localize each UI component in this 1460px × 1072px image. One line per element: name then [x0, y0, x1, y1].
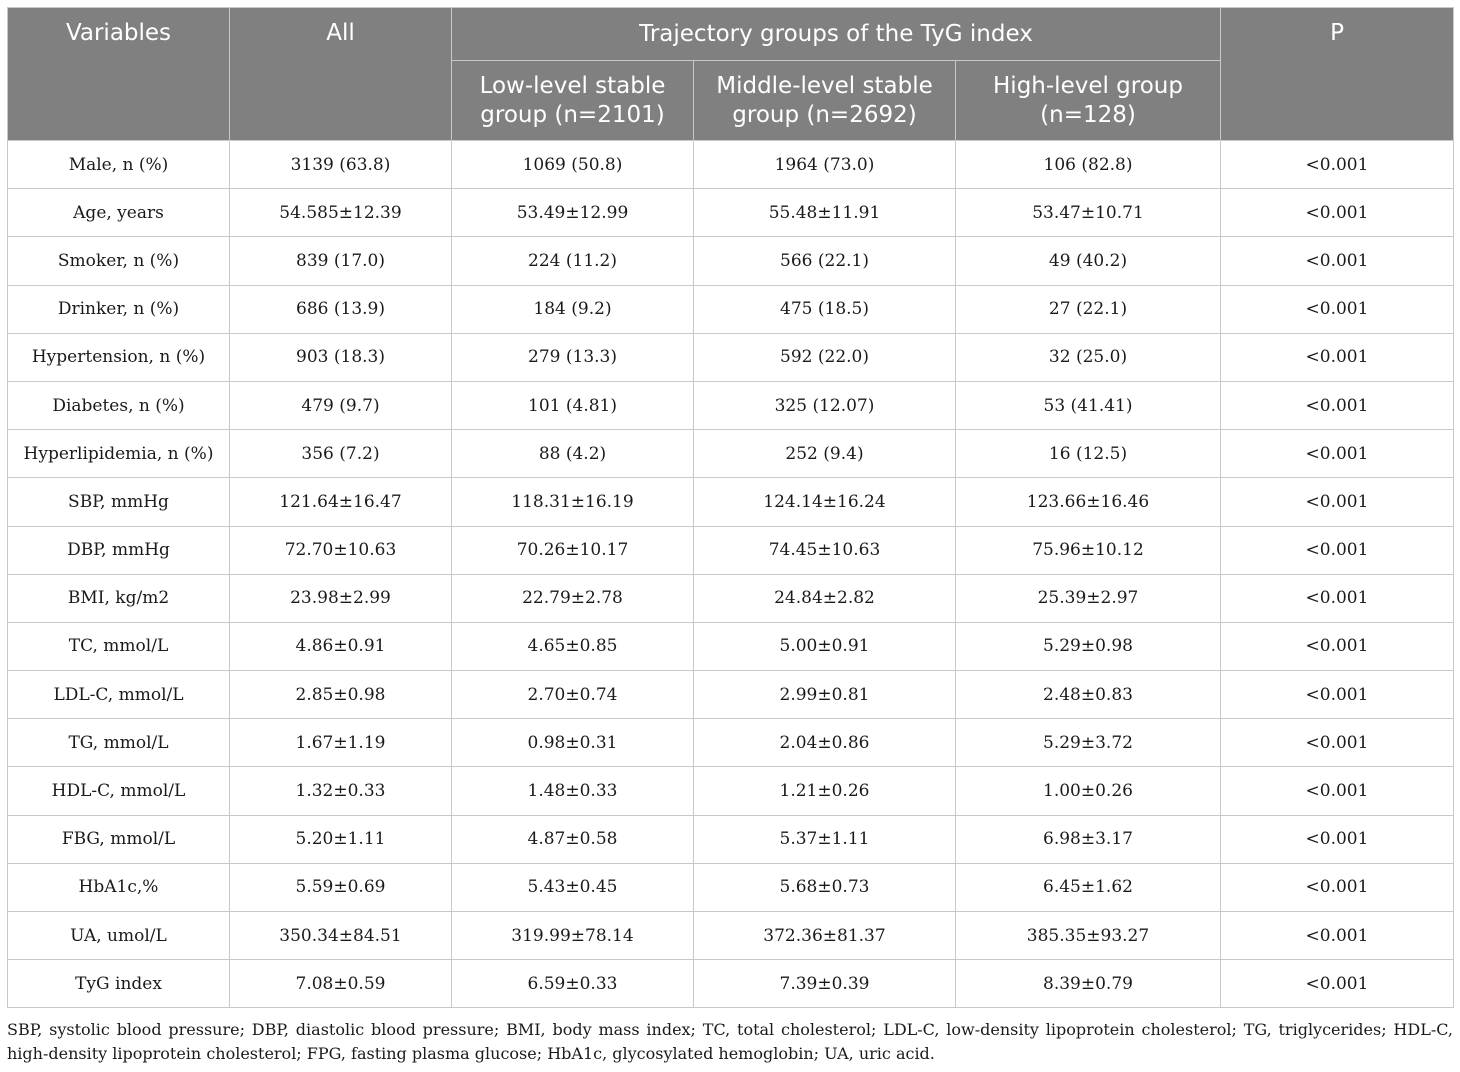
- cell-middle: 372.36±81.37: [694, 912, 956, 960]
- cell-p: <0.001: [1221, 960, 1454, 1008]
- cell-high: 53 (41.41): [956, 381, 1221, 429]
- cell-all: 5.20±1.11: [230, 815, 452, 863]
- cell-all: 1.32±0.33: [230, 767, 452, 815]
- cell-all: 350.34±84.51: [230, 912, 452, 960]
- cell-variable: Drinker, n (%): [8, 285, 230, 333]
- cell-high: 385.35±93.27: [956, 912, 1221, 960]
- cell-p: <0.001: [1221, 237, 1454, 285]
- cell-middle: 5.68±0.73: [694, 863, 956, 911]
- table-body: [8, 141, 1454, 1008]
- cell-middle: 5.37±1.11: [694, 815, 956, 863]
- cell-low: 4.87±0.58: [452, 815, 694, 863]
- table-row: [8, 622, 1454, 670]
- cell-p: <0.001: [1221, 671, 1454, 719]
- table-row: [8, 526, 1454, 574]
- cell-low: 1.48±0.33: [452, 767, 694, 815]
- cell-high: 25.39±2.97: [956, 574, 1221, 622]
- cell-middle: 2.99±0.81: [694, 671, 956, 719]
- cell-low: 6.59±0.33: [452, 960, 694, 1008]
- table-row: [8, 189, 1454, 237]
- cell-middle: 325 (12.07): [694, 381, 956, 429]
- cell-p: <0.001: [1221, 285, 1454, 333]
- cell-high: 123.66±16.46: [956, 478, 1221, 526]
- header-trajectory-groups: Trajectory groups of the TyG index: [452, 8, 1221, 61]
- cell-all: 7.08±0.59: [230, 960, 452, 1008]
- cell-high: 2.48±0.83: [956, 671, 1221, 719]
- cell-middle: 592 (22.0): [694, 333, 956, 381]
- header-high-level: High-level group (n=128): [956, 61, 1221, 141]
- cell-p: <0.001: [1221, 815, 1454, 863]
- cell-p: <0.001: [1221, 526, 1454, 574]
- cell-all: 2.85±0.98: [230, 671, 452, 719]
- cell-all: 4.86±0.91: [230, 622, 452, 670]
- cell-high: 53.47±10.71: [956, 189, 1221, 237]
- cell-p: <0.001: [1221, 574, 1454, 622]
- cell-high: 49 (40.2): [956, 237, 1221, 285]
- cell-all: 3139 (63.8): [230, 141, 452, 189]
- cell-high: 6.98±3.17: [956, 815, 1221, 863]
- header-low-level: Low-level stable group (n=2101): [452, 61, 694, 141]
- cell-middle: 124.14±16.24: [694, 478, 956, 526]
- cell-variable: FBG, mmol/L: [8, 815, 230, 863]
- cell-high: 75.96±10.12: [956, 526, 1221, 574]
- table-row: [8, 430, 1454, 478]
- table-container: [7, 7, 1453, 1008]
- cell-all: 23.98±2.99: [230, 574, 452, 622]
- cell-p: <0.001: [1221, 333, 1454, 381]
- cell-low: 88 (4.2): [452, 430, 694, 478]
- cell-variable: DBP, mmHg: [8, 526, 230, 574]
- table-row: [8, 285, 1454, 333]
- cell-middle: 2.04±0.86: [694, 719, 956, 767]
- cell-all: 479 (9.7): [230, 381, 452, 429]
- cell-low: 22.79±2.78: [452, 574, 694, 622]
- cell-variable: Male, n (%): [8, 141, 230, 189]
- cell-variable: HDL-C, mmol/L: [8, 767, 230, 815]
- table-row: [8, 719, 1454, 767]
- cell-p: <0.001: [1221, 478, 1454, 526]
- cell-p: <0.001: [1221, 189, 1454, 237]
- cell-variable: UA, umol/L: [8, 912, 230, 960]
- cell-all: 356 (7.2): [230, 430, 452, 478]
- header-p: P: [1221, 8, 1454, 141]
- cell-high: 8.39±0.79: [956, 960, 1221, 1008]
- cell-all: 72.70±10.63: [230, 526, 452, 574]
- cell-low: 118.31±16.19: [452, 478, 694, 526]
- cell-all: 5.59±0.69: [230, 863, 452, 911]
- cell-high: 1.00±0.26: [956, 767, 1221, 815]
- cell-middle: 55.48±11.91: [694, 189, 956, 237]
- cell-p: <0.001: [1221, 141, 1454, 189]
- cell-low: 279 (13.3): [452, 333, 694, 381]
- cell-p: <0.001: [1221, 912, 1454, 960]
- cell-low: 319.99±78.14: [452, 912, 694, 960]
- cell-low: 224 (11.2): [452, 237, 694, 285]
- cell-middle: 74.45±10.63: [694, 526, 956, 574]
- cell-low: 2.70±0.74: [452, 671, 694, 719]
- cell-low: 0.98±0.31: [452, 719, 694, 767]
- table-row: [8, 815, 1454, 863]
- table-footnote: SBP, systolic blood pressure; DBP, diastolic blood pressure; BMI, body mass index; TC, total cholesterol; LDL-C, low-density lipoprotein cholesterol; TG, triglycerides; HDL-C, high-density lipoprotein cholesterol; FPG, fasting plasma glucose; HbA1c, glycosylated hemoglobin; UA, uric acid.: [7, 1020, 1453, 1063]
- table-header: [8, 8, 1454, 141]
- table-row: [8, 333, 1454, 381]
- cell-all: 54.585±12.39: [230, 189, 452, 237]
- cell-variable: Age, years: [8, 189, 230, 237]
- cell-high: 5.29±0.98: [956, 622, 1221, 670]
- table-row: [8, 863, 1454, 911]
- cell-high: 27 (22.1): [956, 285, 1221, 333]
- table-row: [8, 960, 1454, 1008]
- cell-all: 903 (18.3): [230, 333, 452, 381]
- cell-all: 1.67±1.19: [230, 719, 452, 767]
- cell-middle: 7.39±0.39: [694, 960, 956, 1008]
- cell-variable: LDL-C, mmol/L: [8, 671, 230, 719]
- cell-high: 6.45±1.62: [956, 863, 1221, 911]
- cell-low: 53.49±12.99: [452, 189, 694, 237]
- cell-middle: 252 (9.4): [694, 430, 956, 478]
- table-row: [8, 671, 1454, 719]
- cell-variable: Diabetes, n (%): [8, 381, 230, 429]
- cell-variable: HbA1c,%: [8, 863, 230, 911]
- cell-variable: Smoker, n (%): [8, 237, 230, 285]
- table-row: [8, 478, 1454, 526]
- cell-variable: BMI, kg/m2: [8, 574, 230, 622]
- table-row: [8, 237, 1454, 285]
- header-variables: Variables: [8, 8, 230, 141]
- table-row: [8, 574, 1454, 622]
- cell-high: 16 (12.5): [956, 430, 1221, 478]
- table-row: [8, 381, 1454, 429]
- cell-p: <0.001: [1221, 863, 1454, 911]
- cell-middle: 24.84±2.82: [694, 574, 956, 622]
- cell-variable: TC, mmol/L: [8, 622, 230, 670]
- cell-middle: 1964 (73.0): [694, 141, 956, 189]
- cell-variable: Hyperlipidemia, n (%): [8, 430, 230, 478]
- cell-low: 4.65±0.85: [452, 622, 694, 670]
- cell-p: <0.001: [1221, 622, 1454, 670]
- cell-high: 5.29±3.72: [956, 719, 1221, 767]
- cell-p: <0.001: [1221, 719, 1454, 767]
- cell-variable: TG, mmol/L: [8, 719, 230, 767]
- cell-all: 121.64±16.47: [230, 478, 452, 526]
- cell-middle: 566 (22.1): [694, 237, 956, 285]
- cell-high: 106 (82.8): [956, 141, 1221, 189]
- cell-high: 32 (25.0): [956, 333, 1221, 381]
- cell-variable: TyG index: [8, 960, 230, 1008]
- cell-low: 1069 (50.8): [452, 141, 694, 189]
- cell-middle: 475 (18.5): [694, 285, 956, 333]
- cell-all: 839 (17.0): [230, 237, 452, 285]
- table-row: [8, 141, 1454, 189]
- cell-low: 184 (9.2): [452, 285, 694, 333]
- cell-low: 70.26±10.17: [452, 526, 694, 574]
- cell-middle: 1.21±0.26: [694, 767, 956, 815]
- cell-variable: SBP, mmHg: [8, 478, 230, 526]
- cell-low: 101 (4.81): [452, 381, 694, 429]
- cell-all: 686 (13.9): [230, 285, 452, 333]
- header-middle-level: Middle-level stable group (n=2692): [694, 61, 956, 141]
- cell-p: <0.001: [1221, 767, 1454, 815]
- cell-p: <0.001: [1221, 381, 1454, 429]
- header-all: All: [230, 8, 452, 141]
- table-row: [8, 767, 1454, 815]
- cell-p: <0.001: [1221, 430, 1454, 478]
- baseline-characteristics-table: [7, 7, 1454, 1008]
- table-row: [8, 912, 1454, 960]
- cell-variable: Hypertension, n (%): [8, 333, 230, 381]
- cell-middle: 5.00±0.91: [694, 622, 956, 670]
- cell-low: 5.43±0.45: [452, 863, 694, 911]
